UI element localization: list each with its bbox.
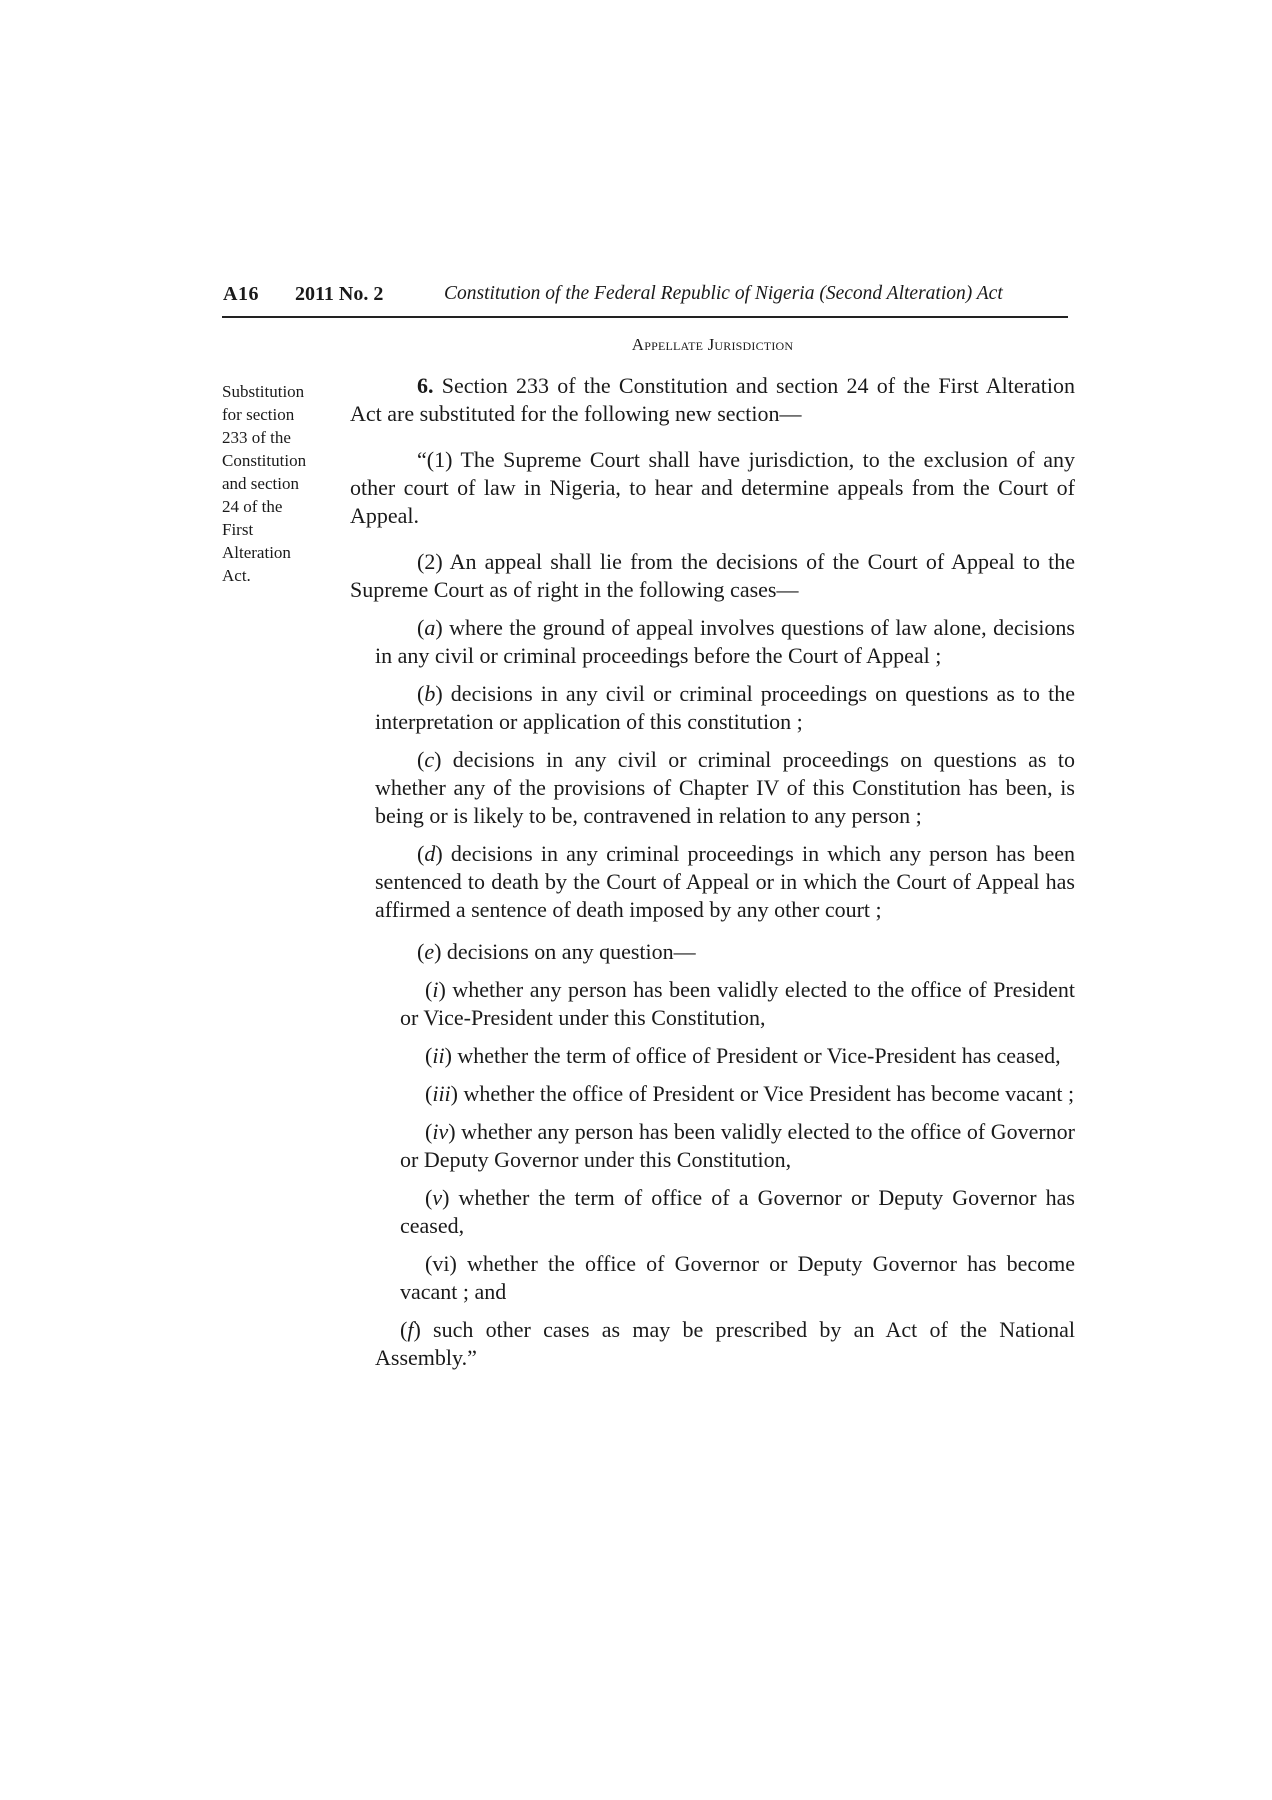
margin-note-line: and section bbox=[222, 474, 299, 493]
section-number: 6. bbox=[417, 373, 434, 398]
subitem-label: vi bbox=[432, 1251, 450, 1276]
subitem-text: whether the office of Governor or Deputy Governor has become vacant ; and bbox=[400, 1251, 1075, 1304]
item-text: decisions in any civil or criminal proceedings on questions as to whether any of the provisions of Chapter IV of this Constitution has been, is being or is likely to be, contravened in relation to any person ; bbox=[375, 747, 1075, 828]
item-label: d bbox=[424, 841, 436, 866]
subparagraph-ii: (ii) whether the term of office of President or Vice-President has ceased, bbox=[425, 1043, 1061, 1068]
subitem-text: whether any person has been validly elected to the office of President or Vice-President under this Constitution, bbox=[400, 977, 1075, 1030]
margin-note-line: Act. bbox=[222, 566, 251, 585]
margin-note-line: Substitution bbox=[222, 382, 305, 401]
paragraph-b: (b) decisions in any civil or criminal proceedings on questions as to the interpretation or application of this constitution ; bbox=[375, 681, 1075, 734]
item-label: b bbox=[424, 681, 436, 706]
subitem-text: whether the term of office of a Governor or Deputy Governor has ceased, bbox=[400, 1185, 1075, 1238]
subitem-label: i bbox=[432, 977, 439, 1002]
subitem-text: whether the office of President or Vice President has become vacant ; bbox=[458, 1081, 1075, 1106]
section-body bbox=[350, 372, 1075, 1372]
subitem-label: v bbox=[432, 1185, 443, 1210]
item-label: c bbox=[424, 747, 435, 772]
item-label: a bbox=[424, 615, 436, 640]
section-intro bbox=[350, 372, 1075, 428]
item-label: f bbox=[407, 1317, 414, 1342]
subparagraph-iv: (iv) whether any person has been validly elected to the office of Governor or Deputy Governor under this Constitution, bbox=[400, 1119, 1075, 1172]
subsection-1: “(1) The Supreme Court shall have jurisdiction, to the exclusion of any other court of law in Nigeria, to hear and determine appeals from the Court of Appeal. bbox=[350, 447, 1075, 528]
subparagraph-i: (i) whether any person has been validly elected to the office of President or Vice-President under this Constitution, bbox=[400, 977, 1075, 1030]
paragraph-a: (a) where the ground of appeal involves questions of law alone, decisions in any civil or criminal proceedings before the Court of Appeal ; bbox=[375, 615, 1075, 668]
subitem-text: whether any person has been validly elected to the office of Governor or Deputy Governor under this Constitution, bbox=[400, 1119, 1075, 1172]
paragraph-c: (c) decisions in any civil or criminal proceedings on questions as to whether any of the provisions of Chapter IV of this Constitution has been, is being or is likely to be, contravened in relation to any person ; bbox=[375, 747, 1075, 828]
margin-note-line: 24 of the bbox=[222, 497, 283, 516]
header-rule bbox=[222, 316, 1068, 318]
act-year-number: 2011 No. 2 bbox=[295, 283, 384, 305]
subitem-text: whether the term of office of President or Vice-President has ceased, bbox=[451, 1043, 1061, 1068]
subsection-2: (2) An appeal shall lie from the decisions of the Court of Appeal to the Supreme Court as of right in the following cases— bbox=[350, 549, 1075, 602]
margin-note-line: First bbox=[222, 520, 254, 539]
item-text: decisions on any question— bbox=[441, 939, 696, 964]
margin-note bbox=[222, 380, 332, 587]
subparagraph-v: (v) whether the term of office of a Governor or Deputy Governor has ceased, bbox=[400, 1185, 1075, 1238]
item-label: e bbox=[424, 939, 435, 964]
page-number: A16 bbox=[223, 283, 259, 305]
margin-note-line: for section bbox=[222, 405, 295, 424]
item-text: decisions in any civil or criminal proceedings on questions as to the interpretation or application of this constitution ; bbox=[375, 681, 1075, 734]
subitem-label: ii bbox=[432, 1043, 445, 1068]
paragraph-f: (f) such other cases as may be prescribed by an Act of the National Assembly.” bbox=[375, 1317, 1075, 1370]
subitem-label: iii bbox=[432, 1081, 451, 1106]
section-heading: Appellate Jurisdiction bbox=[631, 335, 794, 354]
subparagraph-iii: (iii) whether the office of President or Vice President has become vacant ; bbox=[425, 1081, 1075, 1106]
paragraph-e: (e) decisions on any question— bbox=[417, 939, 696, 964]
item-text: decisions in any criminal proceedings in which any person has been sentenced to death by the Court of Appeal or in which the Court of Appeal has affirmed a sentence of death imposed by any other court ; bbox=[375, 841, 1075, 922]
running-head bbox=[223, 280, 1068, 308]
margin-note-line: Constitution bbox=[222, 451, 307, 470]
paragraph-d: (d) decisions in any criminal proceedings in which any person has been sentenced to death by the Court of Appeal or in which the Court of Appeal has affirmed a sentence of death imposed by any other court ; bbox=[375, 841, 1075, 922]
item-text: such other cases as may be prescribed by an Act of the National Assembly.” bbox=[375, 1317, 1075, 1370]
subitem-label: iv bbox=[432, 1119, 449, 1144]
item-text: where the ground of appeal involves questions of law alone, decisions in any civil or criminal proceedings before the Court of Appeal ; bbox=[375, 615, 1075, 668]
act-title: Constitution of the Federal Republic of Nigeria (Second Alteration) Act bbox=[444, 283, 1003, 304]
margin-note-line: Alteration bbox=[222, 543, 291, 562]
section-intro-text: Section 233 of the Constitution and section 24 of the First Alteration Act are substituted for the following new section— bbox=[350, 373, 1075, 426]
margin-note-line: 233 of the bbox=[222, 428, 291, 447]
subparagraph-vi: (vi) whether the office of Governor or Deputy Governor has become vacant ; and bbox=[400, 1251, 1075, 1304]
